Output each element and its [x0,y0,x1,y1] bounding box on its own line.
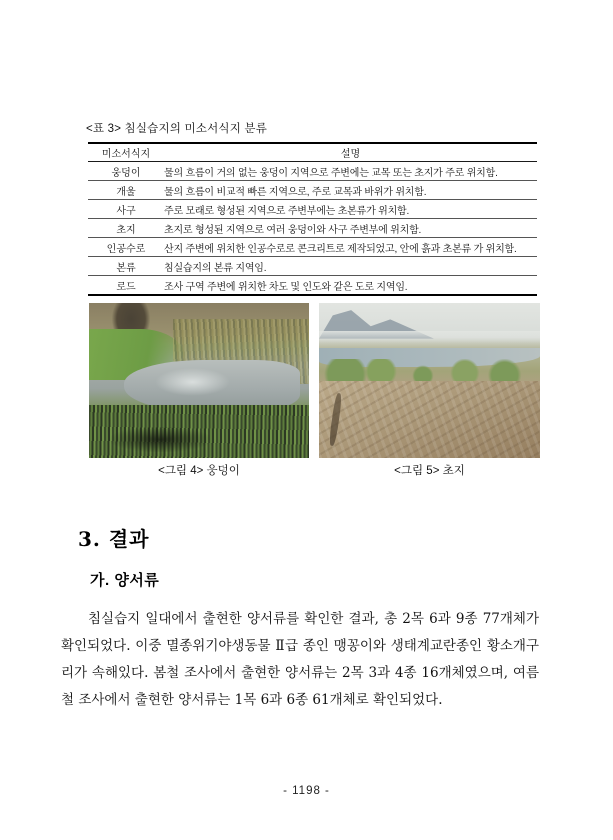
table-header-row [88,143,537,162]
header-microhabitat: 미소서식지 [88,143,164,162]
description-cell: 조사 구역 주변에 위치한 차도 및 인도와 같은 도로 지역임. [164,276,537,296]
microhabitat-table [88,142,537,296]
description-cell: 주로 모래로 형성된 지역으로 주변부에는 초본류가 위치함. [164,200,537,219]
table-title: <표 3> 침실습지의 미소서식지 분류 [86,123,268,135]
habitat-cell: 사구 [88,200,164,219]
habitat-cell: 인공수로 [88,238,164,257]
header-description: 설명 [164,143,537,162]
table-row [88,257,537,276]
figure5-grassland-photo [319,303,540,458]
habitat-cell: 초지 [88,219,164,238]
figure4-caption: <그림 4> 웅덩이 [158,465,240,477]
habitat-cell: 개울 [88,181,164,200]
table-row [88,276,537,296]
description-cell: 물의 흐름이 비교적 빠른 지역으로, 주로 교목과 바위가 위치함. [164,181,537,200]
habitat-cell: 웅덩이 [88,162,164,181]
page-number: - 1198 - [283,785,330,797]
table-row [88,219,537,238]
habitat-cell: 본류 [88,257,164,276]
description-cell: 산지 주변에 위치한 인공수로로 콘크리트로 제작되었고, 안에 흙과 초본류 가 위치함. [164,238,537,257]
pond-mud-region [111,427,210,452]
table-row [88,200,537,219]
description-cell: 초지로 형성된 지역으로 여러 웅덩이와 사구 주변부에 위치함. [164,219,537,238]
table-row [88,162,537,181]
results-section-heading: 3. 결과 [78,527,150,551]
grassland-haze-region [319,331,540,343]
table-row [88,238,537,257]
description-cell: 침실습지의 본류 지역임. [164,257,537,276]
description-cell: 물의 흐름이 거의 없는 웅덩이 지역으로 주변에는 교목 또는 초지가 주로 위치함. [164,162,537,181]
habitat-cell: 로드 [88,276,164,296]
amphibians-paragraph: 침실습지 일대에서 출현한 양서류를 확인한 결과, 총 2목 6과 9종 77개체가 확인되었다. 이중 멸종위기야생동물 Ⅱ급 종인 맹꽁이와 생태계교란종인 황소개구리가 속해있다. 봄철 조사에서 출현한 양서류는 2목 3과 4종 16개체였으며, 여름철 조사에서 출현한 양서류는 1목 6과 6종 61개체로 확인되었다. [61,611,539,708]
pond-water-reflection [155,368,230,396]
figure5-caption: <그림 5> 초지 [394,465,465,477]
grassland-dry-field-region [319,381,540,459]
amphibians-subheading: 가. 양서류 [90,572,160,589]
table-row [88,181,537,200]
figure4-pond-photo [89,303,309,458]
